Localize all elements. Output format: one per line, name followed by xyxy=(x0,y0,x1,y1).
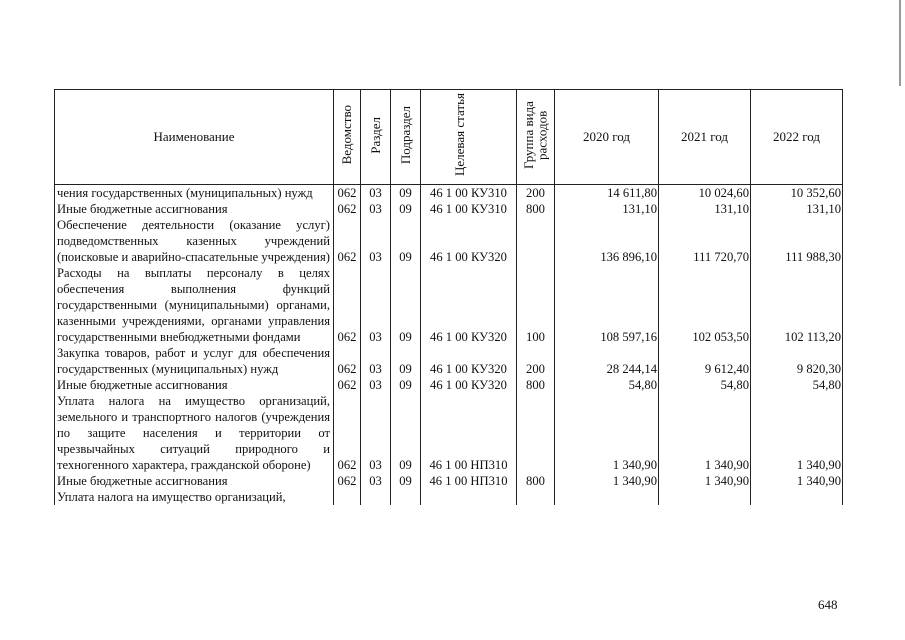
cell-expense-group: 200 xyxy=(517,345,555,377)
table-row xyxy=(55,473,843,489)
table-row xyxy=(55,217,843,265)
cell-article: 46 1 00 КУ320 xyxy=(421,377,517,393)
cell-vedomstvo: 062 xyxy=(334,201,361,217)
cell-name: чения государственных (муниципальных) нужд xyxy=(55,185,334,202)
page-number: 648 xyxy=(818,597,838,612)
cell-vedomstvo: 062 xyxy=(334,185,361,202)
header-2022: 2022 год xyxy=(751,90,843,185)
cell-razdel: 03 xyxy=(361,345,391,377)
cell-podrazdel: 09 xyxy=(391,377,421,393)
cell-name: Закупка товаров, работ и услуг для обеспечения государственных (муниципальных) нужд xyxy=(55,345,334,377)
cell-razdel: 03 xyxy=(361,377,391,393)
cell-name: Иные бюджетные ассигнования xyxy=(55,377,334,393)
header-razdel: Раздел xyxy=(361,90,391,185)
cell-2022: 1 340,90 xyxy=(751,473,843,489)
cell-podrazdel: 09 xyxy=(391,345,421,377)
cell-name: Обеспечение деятельности (оказание услуг) подведомственных казенных учреждений (поисковые и аварийно-спасательные учреждения) xyxy=(55,217,334,265)
cell-razdel xyxy=(361,489,391,505)
cell-2021: 102 053,50 xyxy=(659,265,751,345)
header-expense-group: Группа вида расходов xyxy=(517,90,555,185)
cell-2022: 54,80 xyxy=(751,377,843,393)
cell-2020: 131,10 xyxy=(555,201,659,217)
cell-2020: 14 611,80 xyxy=(555,185,659,202)
header-vedomstvo: Ведомство xyxy=(334,90,361,185)
table-row xyxy=(55,489,843,505)
cell-podrazdel: 09 xyxy=(391,217,421,265)
cell-razdel: 03 xyxy=(361,217,391,265)
table-row xyxy=(55,345,843,377)
cell-podrazdel: 09 xyxy=(391,473,421,489)
table-row xyxy=(55,265,843,345)
cell-vedomstvo: 062 xyxy=(334,345,361,377)
cell-2020: 1 340,90 xyxy=(555,473,659,489)
cell-article: 46 1 00 КУ310 xyxy=(421,185,517,202)
cell-expense-group: 100 xyxy=(517,265,555,345)
cell-article: 46 1 00 НП310 xyxy=(421,473,517,489)
cell-razdel: 03 xyxy=(361,393,391,473)
cell-article: 46 1 00 КУ310 xyxy=(421,201,517,217)
cell-2021: 9 612,40 xyxy=(659,345,751,377)
header-podrazdel: Подраздел xyxy=(391,90,421,185)
header-name: Наименование xyxy=(55,90,334,185)
cell-2021: 111 720,70 xyxy=(659,217,751,265)
cell-2020: 108 597,16 xyxy=(555,265,659,345)
cell-podrazdel: 09 xyxy=(391,393,421,473)
cell-vedomstvo: 062 xyxy=(334,265,361,345)
table-row xyxy=(55,201,843,217)
cell-vedomstvo: 062 xyxy=(334,377,361,393)
cell-2020 xyxy=(555,489,659,505)
cell-article: 46 1 00 КУ320 xyxy=(421,345,517,377)
cell-2021: 54,80 xyxy=(659,377,751,393)
cell-expense-group: 800 xyxy=(517,377,555,393)
cell-2021: 10 024,60 xyxy=(659,185,751,202)
cell-name: Уплата налога на имущество организаций, земельного и транспортного налогов (учреждения по защите населения и территории от чрезвычайных ситуаций природного и техногенного характера, гражданской обороне) xyxy=(55,393,334,473)
cell-article: 46 1 00 НП310 xyxy=(421,393,517,473)
cell-2020: 1 340,90 xyxy=(555,393,659,473)
cell-expense-group: 200 xyxy=(517,185,555,202)
cell-podrazdel: 09 xyxy=(391,265,421,345)
cell-2020: 54,80 xyxy=(555,377,659,393)
cell-article: 46 1 00 КУ320 xyxy=(421,217,517,265)
table-body xyxy=(55,185,843,506)
cell-vedomstvo xyxy=(334,489,361,505)
cell-expense-group xyxy=(517,217,555,265)
scan-edge-mark xyxy=(899,0,901,86)
table-header-row xyxy=(55,90,843,185)
cell-expense-group: 800 xyxy=(517,201,555,217)
cell-name: Уплата налога на имущество организаций, xyxy=(55,489,334,505)
cell-2021: 131,10 xyxy=(659,201,751,217)
cell-vedomstvo: 062 xyxy=(334,217,361,265)
cell-article: 46 1 00 КУ320 xyxy=(421,265,517,345)
cell-2022: 131,10 xyxy=(751,201,843,217)
cell-expense-group xyxy=(517,393,555,473)
cell-2021: 1 340,90 xyxy=(659,393,751,473)
cell-expense-group: 800 xyxy=(517,473,555,489)
cell-2022 xyxy=(751,489,843,505)
cell-podrazdel xyxy=(391,489,421,505)
cell-2022: 102 113,20 xyxy=(751,265,843,345)
cell-2022: 111 988,30 xyxy=(751,217,843,265)
cell-2021 xyxy=(659,489,751,505)
budget-table xyxy=(54,89,843,505)
cell-razdel: 03 xyxy=(361,265,391,345)
cell-razdel: 03 xyxy=(361,185,391,202)
cell-article xyxy=(421,489,517,505)
cell-name: Расходы на выплаты персоналу в целях обеспечения выполнения функций государственными (муниципальными) органами, казенными учреждениями, органами управления государственными внебюджетными фондами xyxy=(55,265,334,345)
cell-2021: 1 340,90 xyxy=(659,473,751,489)
header-article: Целевая статья xyxy=(421,90,517,185)
cell-razdel: 03 xyxy=(361,473,391,489)
header-2021: 2021 год xyxy=(659,90,751,185)
table-row xyxy=(55,377,843,393)
cell-vedomstvo: 062 xyxy=(334,473,361,489)
cell-2022: 10 352,60 xyxy=(751,185,843,202)
cell-2022: 1 340,90 xyxy=(751,393,843,473)
cell-2022: 9 820,30 xyxy=(751,345,843,377)
cell-name: Иные бюджетные ассигнования xyxy=(55,473,334,489)
table-row xyxy=(55,393,843,473)
cell-vedomstvo: 062 xyxy=(334,393,361,473)
cell-razdel: 03 xyxy=(361,201,391,217)
cell-2020: 28 244,14 xyxy=(555,345,659,377)
cell-expense-group xyxy=(517,489,555,505)
table-row xyxy=(55,185,843,202)
cell-2020: 136 896,10 xyxy=(555,217,659,265)
cell-name: Иные бюджетные ассигнования xyxy=(55,201,334,217)
cell-podrazdel: 09 xyxy=(391,201,421,217)
cell-podrazdel: 09 xyxy=(391,185,421,202)
header-2020: 2020 год xyxy=(555,90,659,185)
